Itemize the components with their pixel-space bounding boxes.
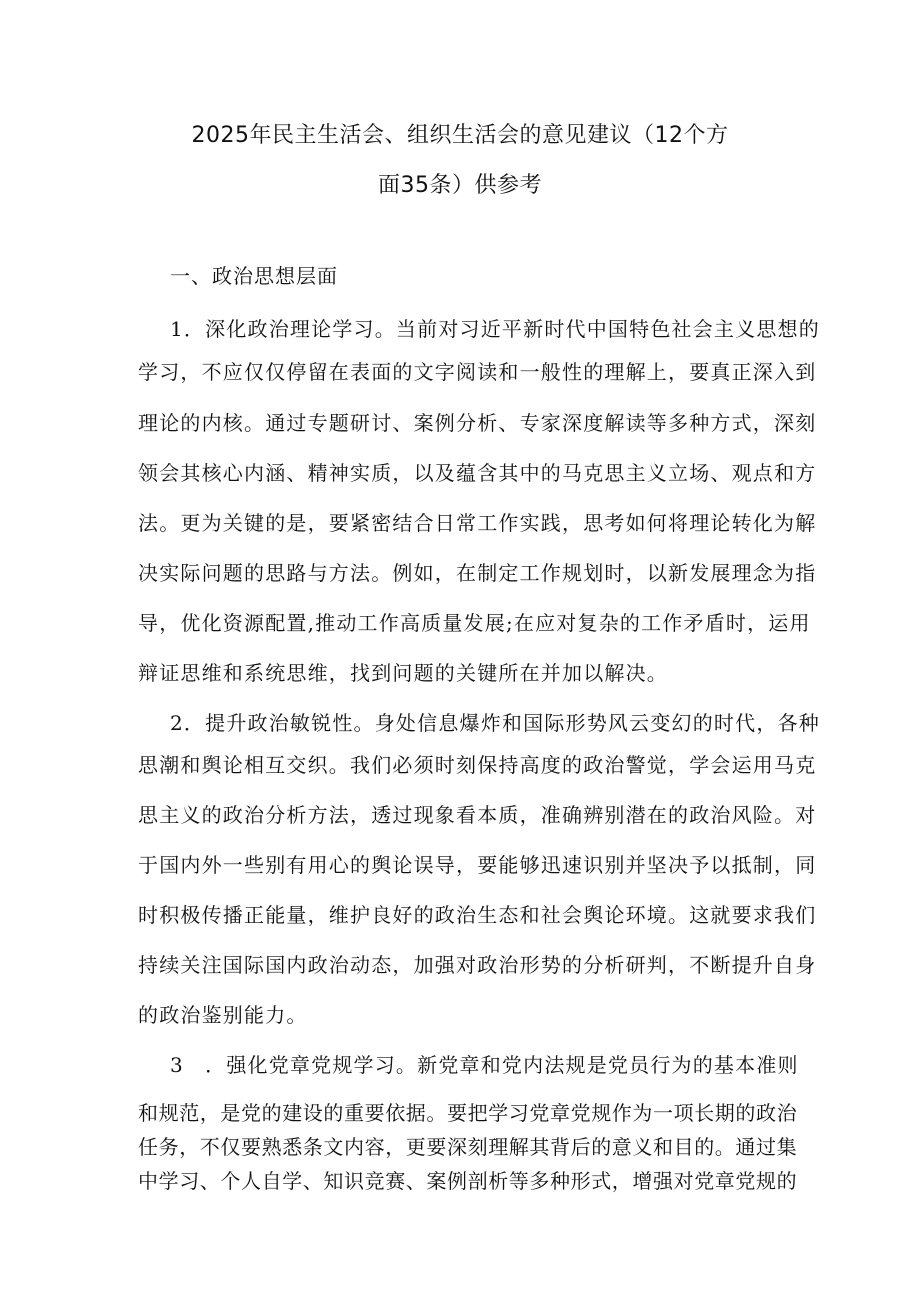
item1-line: 理论的内核。通过专题研讨、案例分析、专家深度解读等多种方式，深刻 [138,411,817,435]
item2-line: 思主义的政治分析方法，透过现象看本质，准确辨别潜在的政治风险。对 [138,803,817,827]
document-title-line2: 面35条）供参考 [378,173,542,198]
item1-line: 导，优化资源配置,推动工作高质量发展;在应对复杂的工作矛盾时，运用 [138,611,811,635]
section1-heading: 一、政治思想层面 [170,264,338,288]
item3-line: 3 ．强化党章党规学习。新党章和党内法规是党员行为的基本准则 [170,1053,799,1077]
item1-line: 领会其核心内涵、精神实质，以及蕴含其中的马克思主义立场、观点和方 [138,461,817,485]
item2-line: 持续关注国际国内政治动态，加强对政治形势的分析研判，不断提升自身 [138,953,817,977]
item2-line: 思潮和舆论相互交织。我们必须时刻保持高度的政治警觉，学会运用马克 [138,753,817,777]
item2-line: 2．提升政治敏锐性。身处信息爆炸和国际形势风云变幻的时代，各种 [170,711,820,735]
item1-line: 辩证思维和系统思维，找到问题的关键所在并加以解决。 [138,661,668,685]
item3-line: 中学习、个人自学、知识竞赛、案例剖析等多种形式，增强对党章党规的 [138,1169,798,1193]
item1-line: 1．深化政治理论学习。当前对习近平新时代中国特色社会主义思想的 [170,317,820,341]
item1-line: 学习，不应仅仅停留在表面的文字阅读和一般性的理解上，要真正深入到 [138,360,817,384]
item1-line: 法。更为关键的是，要紧密结合日常工作实践，思考如何将理论转化为解 [138,511,817,535]
item3-line: 和规范，是党的建设的重要依据。要把学习党章党规作为一项长期的政治 [138,1101,798,1125]
item2-line: 于国内外一些别有用心的舆论误导，要能够迅速识别并坚决予以抵制，同 [138,853,817,877]
item2-line: 时积极传播正能量，维护良好的政治生态和社会舆论环境。这就要求我们 [138,903,817,927]
item1-line: 决实际问题的思路与方法。例如，在制定工作规划时，以新发展理念为指 [138,561,817,585]
document-title-line1: 2025年民主生活会、组织生活会的意见建议（12个方 [191,123,729,148]
item3-line: 任务，不仅要熟悉条文内容，更要深刻理解其背后的意义和目的。通过集 [138,1135,798,1159]
item2-line: 的政治鉴别能力。 [138,1003,308,1027]
